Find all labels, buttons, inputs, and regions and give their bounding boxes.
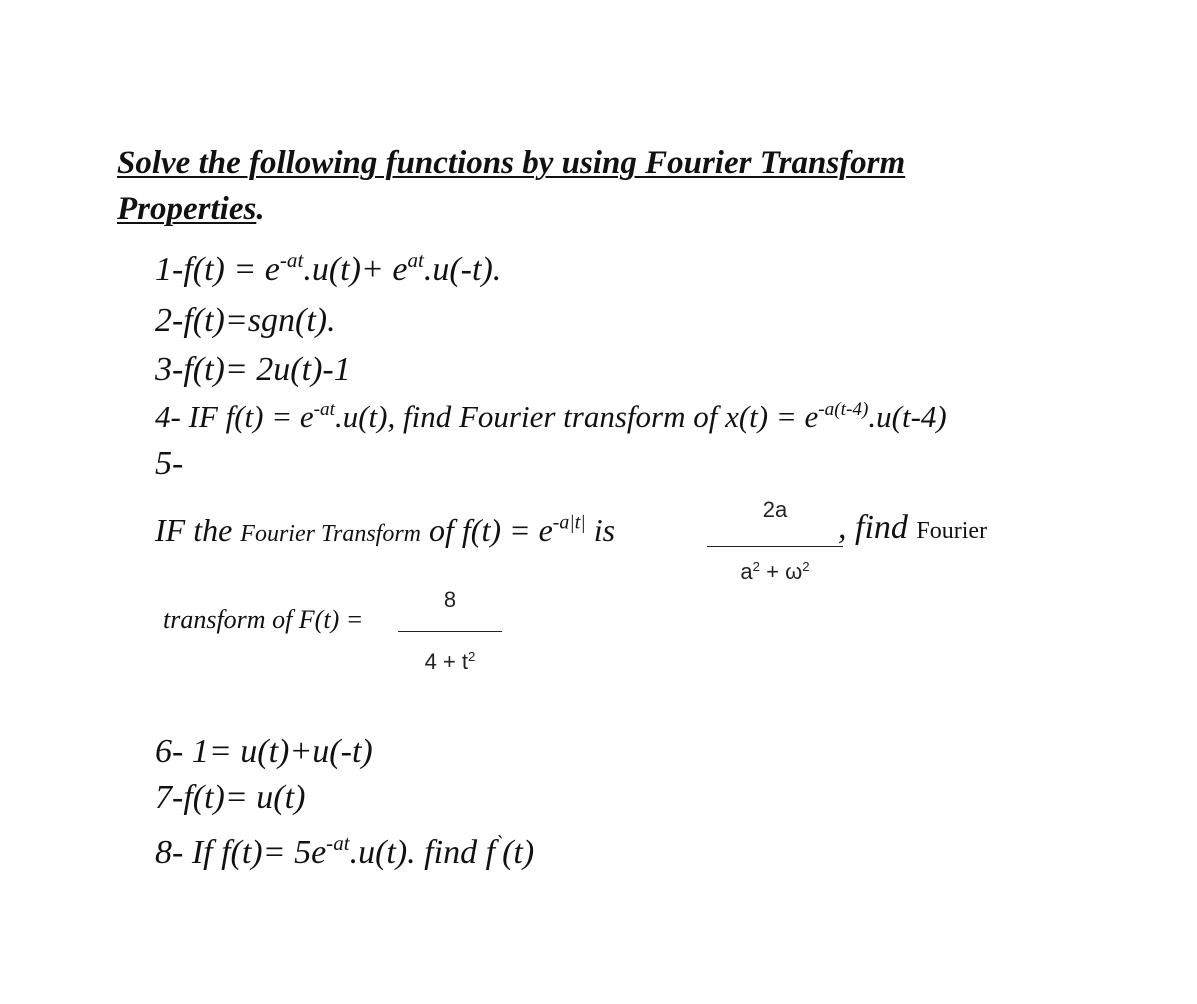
problem-5-find: [838, 508, 987, 551]
fraction-bar: [707, 546, 843, 547]
problem-4-text-b: .u(t), find Fourier transform of x(t) = e: [334, 399, 819, 434]
fraction-denominator: [707, 559, 843, 585]
problem-5-fourier-transform: Fourier Transform: [240, 521, 421, 547]
problem-1-text-c: .u(-t).: [423, 251, 502, 288]
problem-6-text: 6- 1= u(t)+u(-t): [155, 733, 373, 770]
problem-5-is: is: [585, 512, 616, 548]
problem-1: [155, 247, 502, 290]
fraction-numerator: 2a: [762, 497, 788, 522]
problem-8-text-b: .u(t). find f: [349, 834, 496, 871]
fraction-8-over-4-t2: [398, 585, 502, 685]
problem-5-fourier-word: Fourier: [916, 518, 988, 544]
problem-1-text-b: .u(t)+ e: [303, 251, 408, 288]
den2-exp: 2: [468, 649, 476, 665]
problem-1-exponent-2: at: [407, 247, 424, 272]
problem-8-text-c: (t): [502, 834, 535, 871]
fraction-2a-over-a2-w2: [707, 495, 843, 595]
problem-2-text: 2-f(t)=sgn(t).: [155, 302, 336, 339]
problem-4-exponent-2: -a(t-4): [818, 399, 869, 421]
problem-7: [155, 778, 305, 818]
problem-5-if: IF: [155, 512, 186, 548]
problem-4-text-a: 4- IF f(t) = e: [155, 399, 314, 434]
problem-8-exponent: -at: [326, 830, 350, 855]
den-a: a: [740, 559, 753, 584]
problem-1-exponent-1: -at: [279, 247, 304, 272]
den2-base: 4 + t: [424, 649, 469, 674]
den-a-exp: 2: [752, 559, 760, 575]
problem-5-number: [155, 444, 183, 484]
fraction-2-bar: [398, 631, 502, 632]
problem-7-text: 7-f(t)= u(t): [155, 779, 306, 816]
assignment-heading: [117, 140, 1017, 232]
problem-5-exponent: -a|t|: [552, 511, 586, 534]
problem-4-exponent-1: -at: [313, 399, 335, 421]
problem-3-text: 3-f(t)= 2u(t)-1: [155, 351, 351, 388]
problem-6: [155, 732, 373, 772]
fraction-2-denominator: [398, 649, 502, 675]
den-omega: + ω: [760, 559, 803, 584]
problem-8-prime: `: [495, 830, 503, 855]
problem-2: [155, 301, 336, 341]
problem-5-find-text: , find: [838, 509, 917, 546]
heading-line-1: Solve the following functions by using Fourier Transform: [117, 145, 906, 181]
problem-5-the: the: [185, 512, 241, 548]
fraction-2-numerator: 8: [443, 587, 457, 612]
problem-8: [155, 830, 535, 873]
problem-5-of-f: of f(t) = e: [421, 512, 553, 548]
problem-3: [155, 350, 351, 390]
problem-5-transform-of: [163, 600, 363, 640]
problem-5-statement: [155, 510, 615, 554]
problem-4-text-c: .u(t-4): [868, 399, 947, 434]
heading-line-2: Properties: [117, 191, 257, 227]
den-omega-exp: 2: [802, 559, 810, 575]
problem-4: [155, 397, 947, 437]
heading-period: .: [256, 191, 265, 227]
problem-5-transform-of-text: transform of F(t) =: [163, 605, 364, 634]
problem-5-label: 5-: [155, 445, 184, 482]
problem-1-text-a: 1-f(t) = e: [155, 251, 280, 288]
problem-8-text-a: 8- If f(t)= 5e: [155, 834, 327, 871]
